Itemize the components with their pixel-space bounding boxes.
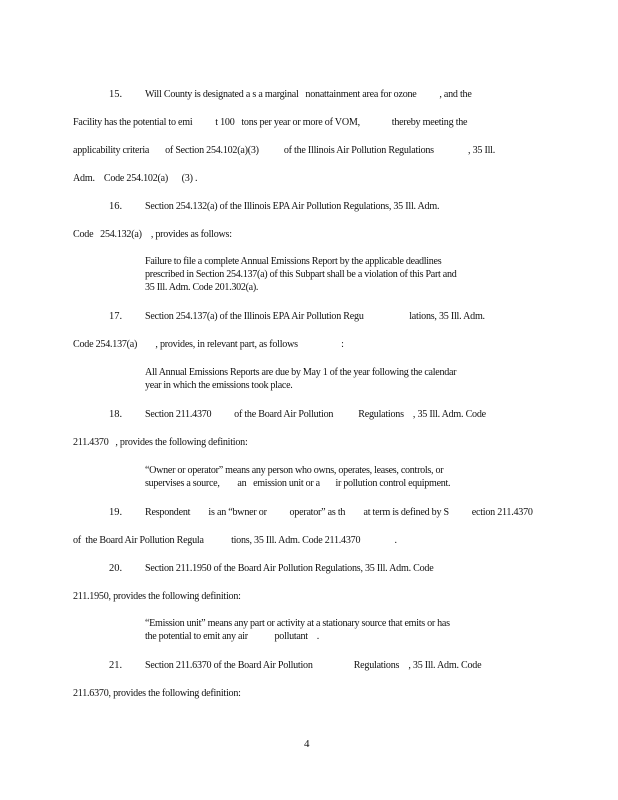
- block-quote-line: year in which the emissions took place.: [145, 380, 293, 391]
- paragraph-line: Adm. Code 254.102(a) (3) .: [73, 173, 198, 184]
- paragraph-line: Code 254.137(a) , provides, in relevant part, as follows :: [73, 339, 344, 350]
- paragraph-line: 211.4370 , provides the following definition:: [73, 437, 248, 448]
- paragraph-line: Respondent is an “bwner or operator” as th at term is defined by S ection 211.4370: [145, 507, 533, 518]
- paragraph-line: applicability criteria of Section 254.102(a)(3) of the Illinois Air Pollution Regulations , 35 Ill.: [73, 145, 496, 156]
- block-quote-line: “Owner or operator” means any person who owns, operates, leases, controls, or: [145, 465, 444, 476]
- page-number: 4: [304, 738, 310, 750]
- paragraph-line: Will County is designated a s a marginal nonattainment area for ozone , and the: [145, 89, 472, 100]
- paragraph-number: 17.: [109, 311, 123, 322]
- block-quote-line: supervises a source, an emission unit or a ir pollution control equipment.: [145, 478, 451, 489]
- block-quote-line: the potential to emit any air pollutant .: [145, 631, 319, 642]
- paragraph-number: 16.: [109, 201, 123, 212]
- paragraph-number: 18.: [109, 409, 123, 420]
- paragraph-number: 20.: [109, 563, 123, 574]
- paragraph-line: Section 254.132(a) of the Illinois EPA Air Pollution Regulations, 35 Ill. Adm.: [145, 201, 440, 212]
- paragraph-line: 211.6370, provides the following definition:: [73, 688, 241, 699]
- paragraph-line: Code 254.132(a) , provides as follows:: [73, 229, 232, 240]
- paragraph-line: of the Board Air Pollution Regula tions, 35 Ill. Adm. Code 211.4370 .: [73, 535, 397, 546]
- paragraph-line: Section 211.6370 of the Board Air Pollution Regulations , 35 Ill. Adm. Code: [145, 660, 482, 671]
- block-quote-line: prescribed in Section 254.137(a) of this Subpart shall be a violation of this Part and: [145, 269, 457, 280]
- paragraph-line: Section 254.137(a) of the Illinois EPA Air Pollution Regu lations, 35 Ill. Adm.: [145, 311, 485, 322]
- paragraph-number: 15.: [109, 89, 123, 100]
- paragraph-number: 19.: [109, 507, 123, 518]
- block-quote-line: “Emission unit” means any part or activity at a stationary source that emits or has: [145, 618, 450, 629]
- block-quote-line: 35 Ill. Adm. Code 201.302(a).: [145, 282, 259, 293]
- paragraph-number: 21.: [109, 660, 123, 671]
- paragraph-line: Section 211.1950 of the Board Air Pollution Regulations, 35 Ill. Adm. Code: [145, 563, 434, 574]
- block-quote-line: All Annual Emissions Reports are due by May 1 of the year following the calendar: [145, 367, 457, 378]
- paragraph-line: Section 211.4370 of the Board Air Pollution Regulations , 35 Ill. Adm. Code: [145, 409, 486, 420]
- block-quote-line: Failure to file a complete Annual Emissions Report by the applicable deadlines: [145, 256, 442, 267]
- paragraph-line: 211.1950, provides the following definition:: [73, 591, 241, 602]
- paragraph-line: Facility has the potential to emi t 100 tons per year or more of VOM, thereby meeting the: [73, 117, 468, 128]
